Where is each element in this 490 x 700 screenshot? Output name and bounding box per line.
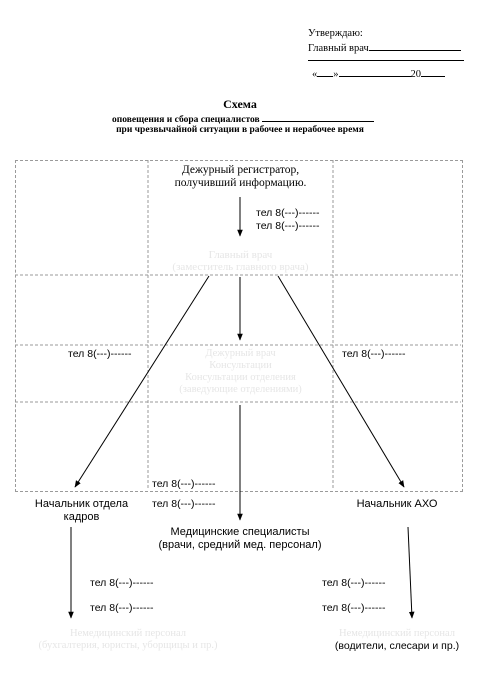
nonmedical-left-node <box>18 628 238 652</box>
phone-registrar-2: тел 8(---)------ <box>256 220 320 232</box>
nonmed-left-line-2: (бухгалтерия, юристы, уборщицы и пр.) <box>38 640 218 651</box>
nonmedical-right-node <box>322 628 472 652</box>
phone-nonmed-right-1: тел 8(---)------ <box>322 577 386 589</box>
hr-line-1: Начальник отдела <box>34 498 129 510</box>
dept-line-4: (заведующие отделениями) <box>179 384 302 395</box>
department-node <box>148 348 333 396</box>
aho-node: Начальник АХО <box>356 498 438 510</box>
chief-node <box>148 249 333 273</box>
page-title: Схема <box>223 97 257 111</box>
phone-nonmed-right-2: тел 8(---)------ <box>322 602 386 614</box>
chief-line-2: (заместитель главного врача) <box>172 261 309 273</box>
hr-node <box>15 498 148 524</box>
medical-line-1: Медицинские специалисты <box>170 526 310 538</box>
nonmed-right-line-1: Немедицинский персонал <box>339 628 455 639</box>
heading-line-2-text: оповещения и сбора специалистов <box>112 115 260 125</box>
dept-line-3: Консультации отделения <box>185 372 296 383</box>
phone-nonmed-left-1: тел 8(---)------ <box>90 577 154 589</box>
registrar-line-2: получивший информацию. <box>174 177 307 189</box>
phone-registrar-1: тел 8(---)------ <box>256 207 320 219</box>
medical-specialists-node <box>140 526 340 552</box>
chief-doctor-label: Главный врач <box>308 43 369 54</box>
year-prefix: 20 <box>410 69 421 80</box>
nonmed-right-line-2: (водители, слесари и пр.) <box>334 640 460 652</box>
chief-line-1: Главный врач <box>208 249 273 261</box>
date-open-quote: « <box>312 69 318 80</box>
dept-line-2: Консультации <box>209 360 272 371</box>
phone-left-mid: тел 8(---)------ <box>68 348 132 360</box>
registrar-line-1: Дежурный регистратор, <box>181 164 300 176</box>
arrow-aho-to-nonmedical-right <box>408 527 412 618</box>
dept-line-1: Дежурный врач <box>205 348 276 359</box>
hr-line-2: кадров <box>63 511 100 523</box>
phone-right-mid: тел 8(---)------ <box>342 348 406 360</box>
heading-line-3: при чрезвычайной ситуации в рабочее и нерабочее время <box>116 125 364 135</box>
medical-line-2: (врачи, средний мед. персонал) <box>158 539 322 551</box>
phone-nonmed-left-2: тел 8(---)------ <box>90 602 154 614</box>
approval-label: Утверждаю: <box>308 28 363 39</box>
registrar-node <box>148 164 333 190</box>
nonmed-left-line-1: Немедицинский персонал <box>70 628 186 639</box>
date-close-quote: » <box>333 69 339 80</box>
phone-dept-2: тел 8(---)------ <box>152 498 216 510</box>
phone-dept-1: тел 8(---)------ <box>152 478 216 490</box>
